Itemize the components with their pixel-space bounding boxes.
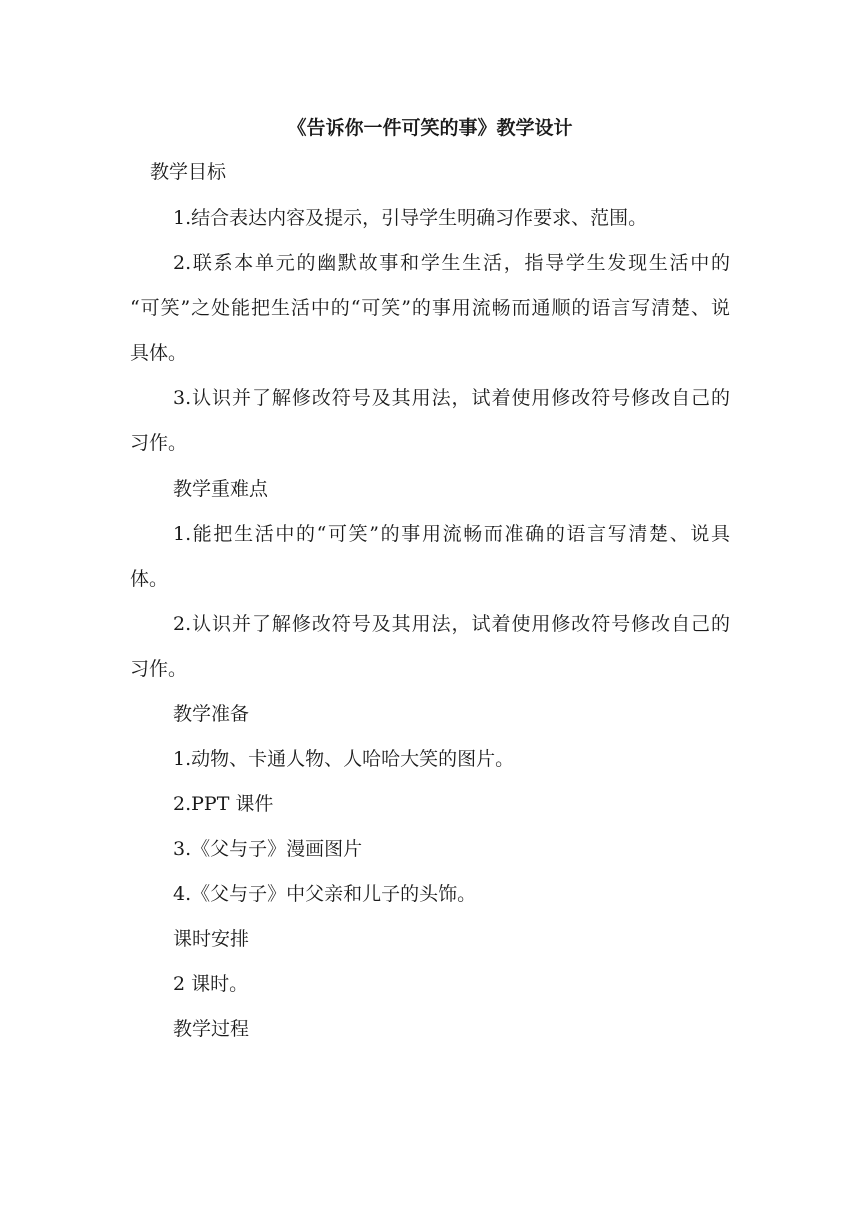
section-heading-preparation: 教学准备	[173, 703, 250, 725]
preparation-item-3: 3.《父与子》漫画图片	[173, 838, 363, 860]
objective-item-2-line-2: “可笑”之处能把生活中的“可笑”的事用流畅而通顺的语言写清楚、说	[130, 297, 730, 319]
section-heading-objectives: 教学目标	[150, 161, 227, 183]
objective-item-3-line-1: 3.认识并了解修改符号及其用法，试着使用修改符号修改自己的	[173, 387, 730, 409]
preparation-item-1: 1.动物、卡通人物、人哈哈大笑的图片。	[173, 748, 515, 770]
objective-item-3-line-2: 习作。	[130, 432, 188, 454]
document-title: 《告诉你一件可笑的事》教学设计	[287, 117, 573, 139]
preparation-item-2: 2.PPT 课件	[173, 793, 274, 815]
preparation-item-4: 4.《父与子》中父亲和儿子的头饰。	[173, 883, 477, 905]
objective-item-2-line-3: 具体。	[130, 342, 188, 364]
section-heading-key-points: 教学重难点	[173, 478, 269, 500]
objective-item-2-line-1: 2.联系本单元的幽默故事和学生生活，指导学生发现生活中的	[173, 252, 730, 274]
key-point-item-1-line-1: 1.能把生活中的“可笑”的事用流畅而准确的语言写清楚、说具	[173, 523, 730, 545]
key-point-item-2-line-2: 习作。	[130, 658, 188, 680]
key-point-item-2-line-1: 2.认识并了解修改符号及其用法，试着使用修改符号修改自己的	[173, 613, 730, 635]
schedule-text: 2 课时。	[173, 973, 249, 995]
section-heading-schedule: 课时安排	[173, 928, 250, 950]
objective-item-1: 1.结合表达内容及提示，引导学生明确习作要求、范围。	[173, 207, 648, 229]
section-heading-process: 教学过程	[173, 1018, 250, 1040]
key-point-item-1-line-2: 体。	[130, 568, 169, 590]
